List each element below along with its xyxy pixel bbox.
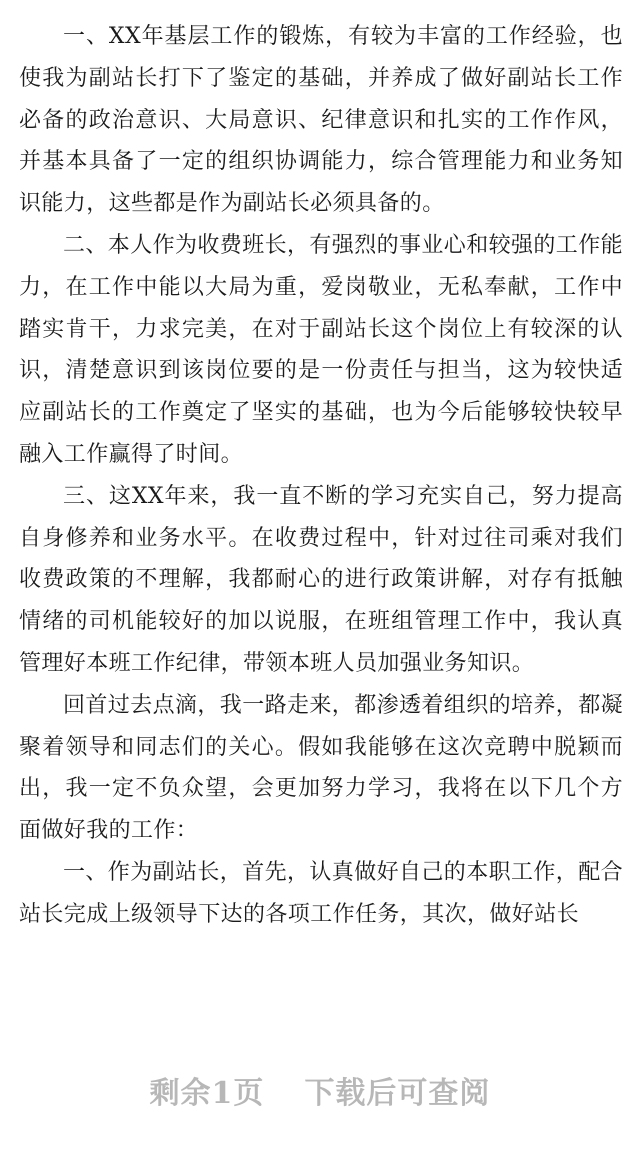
- paragraph: 三、这XX年来，我一直不断的学习充实自己，努力提高自身修养和业务水平。在收费过程中，针对过往司乘对我们收费政策的不理解，我都耐心的进行政策讲解，对存有抵触情绪的司机能较好的加以说服，在班组管理工作中，我认真管理好本班工作纪律，带领本班人员加强业务知识。: [19, 483, 623, 676]
- remaining-pages-label: 剩余1页: [149, 1076, 265, 1111]
- paragraph: 一、XX年基层工作的锻炼，有较为丰富的工作经验，也使我为副站长打下了鉴定的基础，并养成了做好副站长工作必备的政治意识、大局意识、纪律意识和扎实的工作作风，并基本具备了一定的组织协调能力，综合管理能力和业务知识能力，这些都是作为副站长必须具备的。: [19, 24, 623, 217]
- paragraph: 一、作为副站长，首先，认真做好自己的本职工作，配合站长完成上级领导下达的各项工作任务，其次，做好站长: [19, 859, 624, 927]
- paragraph: 二、本人作为收费班长，有强烈的事业心和较强的工作能力，在工作中能以大局为重，爱岗敬业，无私奉献，工作中踏实肯干，力求完美，在对于副站长这个岗位上有较深的认识，清楚意识到该岗位要的是一份责任与担当，这为较快适应副站长的工作奠定了坚实的基础，也为今后能够较快较早融入工作赢得了时间。: [19, 232, 624, 467]
- download-to-view-label: 下载后可查阅: [304, 1076, 491, 1111]
- download-prompt[interactable]: [0, 1068, 640, 1112]
- document-body: [19, 16, 623, 936]
- paragraph: 回首过去点滴，我一路走来，都渗透着组织的培养，都凝聚着领导和同志们的关心。假如我能够在这次竞聘中脱颖而出，我一定不负众望，会更加努力学习，我将在以下几个方面做好我的工作：: [19, 692, 624, 844]
